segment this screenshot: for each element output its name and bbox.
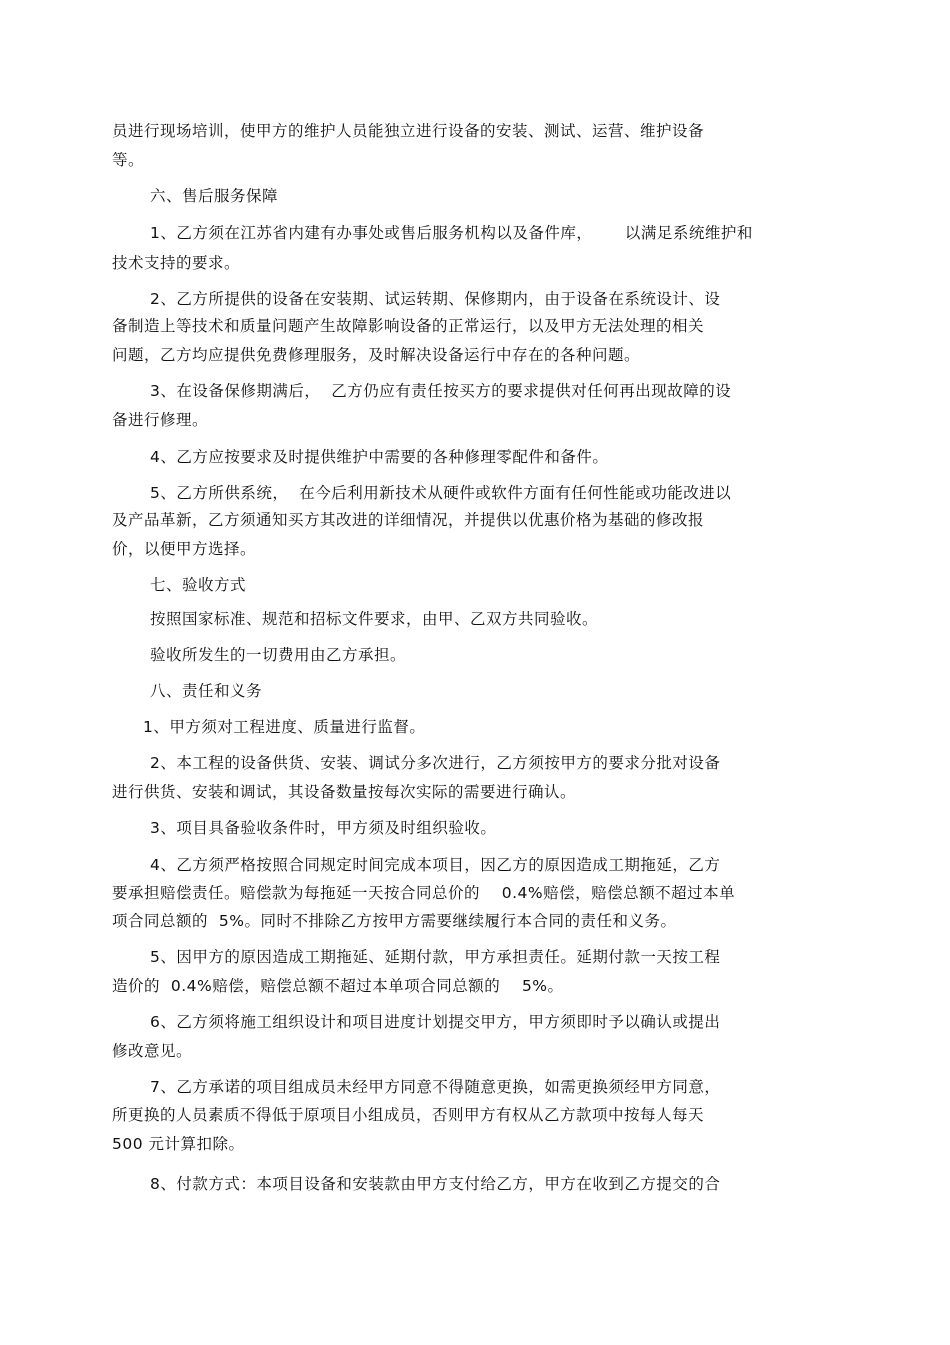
text-line: 问题，乙方均应提供免费修理服务，及时解决设备运行中存在的各种问题。 xyxy=(112,346,641,364)
text-line: 4、乙方应按要求及时提供维护中需要的各种修理零配件和备件。 xyxy=(150,448,609,466)
text-line: 进行供货、安装和调试，其设备数量按每次实际的需要进行确认。 xyxy=(112,783,577,801)
text-line: 等。 xyxy=(112,151,145,169)
text-line: 3、在设备保修期满后， 乙方仍应有责任按买方的要求提供对任何再出现故障的设 xyxy=(150,382,732,400)
section-heading: 七、验收方式 xyxy=(150,576,247,594)
text-line: 7、乙方承诺的项目组成员未经甲方同意不得随意更换，如需更换须经甲方同意， xyxy=(150,1078,721,1096)
text-line: 4、乙方须严格按照合同规定时间完成本项目，因乙方的原因造成工期拖延，乙方 xyxy=(150,856,721,874)
text-line: 项合同总额的 5%。同时不排除乙方按甲方需要继续履行本合同的责任和义务。 xyxy=(112,912,677,930)
text-line: 5、因甲方的原因造成工期拖延、延期付款，甲方承担责任。延期付款一天按工程 xyxy=(150,948,721,966)
text-line: 价，以便甲方选择。 xyxy=(112,540,257,558)
text-line: 6、乙方须将施工组织设计和项目进度计划提交甲方，甲方须即时予以确认或提出 xyxy=(150,1013,721,1031)
text-line: 备进行修理。 xyxy=(112,411,209,429)
text-line: 2、乙方所提供的设备在安装期、试运转期、保修期内，由于设备在系统设计、设 xyxy=(150,290,721,308)
text-line: 造价的 0.4%赔偿，赔偿总额不超过本单项合同总额的 5%。 xyxy=(112,977,564,995)
text-line: 要承担赔偿责任。赔偿款为每拖延一天按合同总价的 0.4%赔偿，赔偿总额不超过本单 xyxy=(112,884,736,902)
text-line: 按照国家标准、规范和招标文件要求，由甲、乙双方共同验收。 xyxy=(150,610,599,628)
text-line: 1、乙方须在江苏省内建有办事处或售后服务机构以及备件库， 以满足系统维护和 xyxy=(150,224,753,242)
text-line: 2、本工程的设备供货、安装、调试分多次进行，乙方须按甲方的要求分批对设备 xyxy=(150,754,721,772)
text-line: 及产品革新，乙方须通知买方其改进的详细情况，并提供以优惠价格为基础的修改报 xyxy=(112,511,705,529)
text-line: 5、乙方所供系统， 在今后利用新技术从硬件或软件方面有任何性能或功能改进以 xyxy=(150,484,732,502)
text-line: 所更换的人员素质不得低于原项目小组成员，否则甲方有权从乙方款项中按每人每天 xyxy=(112,1106,705,1124)
text-line: 员进行现场培训，使甲方的维护人员能独立进行设备的安装、测试、运营、维护设备 xyxy=(112,122,705,140)
section-heading: 六、售后服务保障 xyxy=(150,187,279,205)
text-line: 修改意见。 xyxy=(112,1042,193,1060)
text-line: 3、项目具备验收条件时，甲方须及时组织验收。 xyxy=(150,819,497,837)
text-line: 技术支持的要求。 xyxy=(112,254,241,272)
text-line: 1、甲方须对工程进度、质量进行监督。 xyxy=(143,718,426,736)
section-heading: 八、责任和义务 xyxy=(150,682,263,700)
text-line: 备制造上等技术和质量问题产生故障影响设备的正常运行，以及甲方无法处理的相关 xyxy=(112,317,705,335)
text-line: 500 元计算扣除。 xyxy=(112,1135,245,1153)
text-line: 8、付款方式：本项目设备和安装款由甲方支付给乙方，甲方在收到乙方提交的合 xyxy=(150,1175,721,1193)
text-line: 验收所发生的一切费用由乙方承担。 xyxy=(150,646,407,664)
